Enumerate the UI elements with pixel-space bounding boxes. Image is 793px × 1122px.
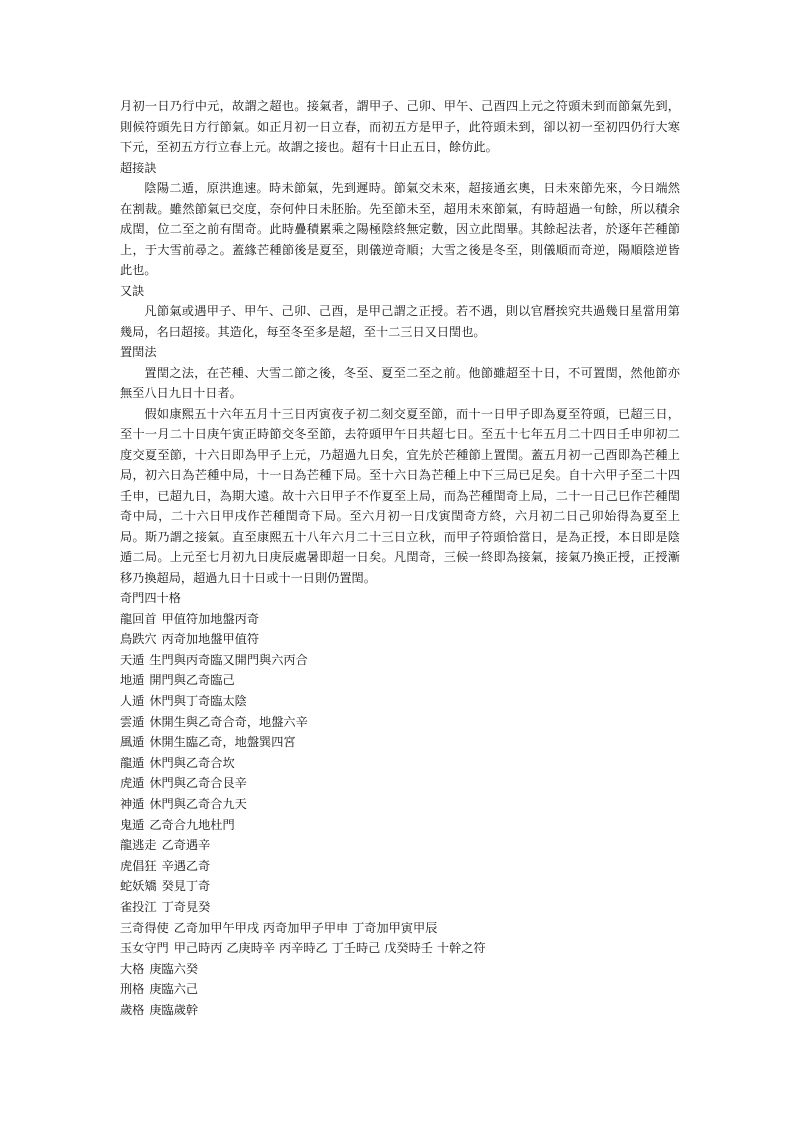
pattern-name: 鬼遁 [120,817,145,832]
pattern-description: 休門與乙奇合艮辛 [149,776,247,791]
pattern-description: 癸見丁奇 [161,879,211,894]
pattern-description: 休門與丁奇臨太陰 [149,693,247,708]
pattern-name: 龍回首 [120,611,157,626]
pattern-description: 生門與丙奇臨又開門與六丙合 [149,652,308,667]
list-item [120,959,680,980]
pattern-description: 庚臨六己 [149,982,199,997]
pattern-description: 庚臨六癸 [149,961,199,976]
pattern-description: 乙奇遇辛 [161,838,211,853]
pattern-name: 虎遁 [120,776,145,791]
pattern-description: 休門與乙奇合九天 [149,796,247,811]
pattern-name: 龍逃走 [120,838,157,853]
pattern-name: 龍遁 [120,755,145,770]
list-item [120,856,680,877]
paragraph-youjue: 凡節氣或遇甲子、甲午、己卯、己酉，是甲己謂之正授。若不遇，則以官曆挨究共過幾日星當用第幾局，名曰超接。其造化，每至冬至多是超，至十二三日又日閏也。 [120,304,680,339]
pattern-description: 乙奇合九地杜門 [149,817,235,832]
pattern-list [120,609,680,1021]
pattern-name: 三奇得使 [120,920,169,935]
pattern-name: 天遁 [120,652,145,667]
pattern-description: 丁奇見癸 [161,899,211,914]
document-page [120,96,680,1020]
pattern-description: 乙奇加甲午甲戌 丙奇加甲子甲申 丁奇加甲寅甲辰 [173,920,438,935]
list-item [120,773,680,794]
paragraph-chaojie: 陰陽二遁，原洪進速。時未節氣，先到遲時。節氣交未來，超接通玄奧，日未來節先來，今日端然在割裁。雖然節氣已交度，奈何仲日未胚胎。先至節未至，超用未來節氣，有時超過一旬餘，所以積余成閏，位二至之前有閏奇。此時疊積累乘之陽極陰終無定數，因立此閏畢。其餘起法者，於逐年芒種節上，于大雪前尋之。蓋緣芒種節後是夏至，則儀逆奇順；大雪之後是冬至，則儀順而奇逆，陽順陰逆皆此也。 [120,181,680,277]
list-item [120,691,680,712]
pattern-name: 玉女守門 [120,941,169,956]
list-item [120,712,680,733]
list-item [120,650,680,671]
pattern-name: 大格 [120,961,145,976]
pattern-name: 神遁 [120,796,145,811]
pattern-name: 鳥跌穴 [120,632,157,647]
list-item [120,732,680,753]
pattern-name: 歲格 [120,1002,145,1017]
section-heading-chaojie: 超接訣 [120,160,157,175]
list-item [120,876,680,897]
pattern-name: 虎倡狂 [120,858,157,873]
pattern-name: 雀投江 [120,899,157,914]
list-item [120,753,680,774]
list-item [120,835,680,856]
pattern-name: 地遁 [120,673,145,688]
pattern-name: 蛇妖矯 [120,879,157,894]
pattern-name: 風遁 [120,735,145,750]
pattern-name: 刑格 [120,982,145,997]
pattern-name: 人遁 [120,693,145,708]
pattern-description: 庚臨歲幹 [149,1002,199,1017]
list-heading: 奇門四十格 [120,591,181,605]
pattern-name: 雲遁 [120,714,145,729]
pattern-description: 休開生與乙奇合奇，地盤六辛 [149,714,308,729]
list-item [120,815,680,836]
text-body [120,96,680,588]
pattern-description: 休開生臨乙奇，地盤巽四宮 [149,735,296,750]
pattern-description: 辛遇乙奇 [161,858,211,873]
list-item [120,670,680,691]
paragraph-zhirun-2: 假如康熙五十六年五月十三日丙寅夜子初二刻交夏至節，而十一日甲子即為夏至符頭，已超三日，至十一月二十日庚午寅正時節交冬至節，去符頭甲午日共超七日。至五十七年五月二十四日壬申卯初二度交夏至節，十六日即為甲子上元，乃超過九日矣，宜先於芒種節上置閏。蓋五月初一己酉即為芒種上局，初六日為芒種中局，十一日為芒種下局。至十六日為芒種上中下三局已足矣。自十六甲子至二十四壬申，已超九日，為期大遠。故十六日甲子不作夏至上局，而為芒種閏奇上局，二十一日己巳作芒種閏奇中局，二十六日甲戌作芒種閏奇下局。至六月初一日戊寅閏奇方終，六月初二日己卯始得為夏至上局。斯乃謂之接氣。直至康熙五十八年六月二十三日立秋，而甲子符頭恰當日，是為正授，本日即是陰遁二局。上元至七月初九日庚辰處暑即超一日矣。凡閏奇，三候一終即為接氣，接氣乃換正授，正授漸移乃換超局，超過九日十日或十一日則仍置閏。 [120,406,680,585]
list-item [120,897,680,918]
paragraph-continuation: 月初一日乃行中元，故謂之超也。接氣者，謂甲子、己卯、甲午、己酉四上元之符頭未到而節氣先到，則候符頭先日方行節氣。如正月初一日立春，而初五方是甲子，此符頭未到，卻以初一至初四仍行大寒下元，至初五方行立春上元。故謂之接也。超有十日止五日，餘仿此。 [120,99,680,154]
pattern-description: 開門與乙奇臨己 [149,673,235,688]
list-item [120,794,680,815]
list-item [120,1000,680,1021]
list-item [120,938,680,959]
pattern-description: 丙奇加地盤甲值符 [161,632,260,647]
list-item [120,629,680,650]
section-heading-zhirun: 置閏法 [120,345,157,359]
paragraph-zhirun-1: 置閏之法，在芒種、大雪二節之後，冬至、夏至二至之前。他節雖超至十日，不可置閏，然他節亦無至八日九日十日者。 [120,365,680,400]
pattern-description: 甲己時丙 乙庚時辛 丙辛時乙 丁壬時己 戊癸時壬 十幹之符 [173,941,486,956]
pattern-description: 休門與乙奇合坎 [149,755,235,770]
list-item [120,979,680,1000]
list-item [120,609,680,630]
section-heading-youjue: 又訣 [120,283,145,298]
list-item [120,918,680,939]
pattern-description: 甲值符加地盤丙奇 [161,611,260,626]
